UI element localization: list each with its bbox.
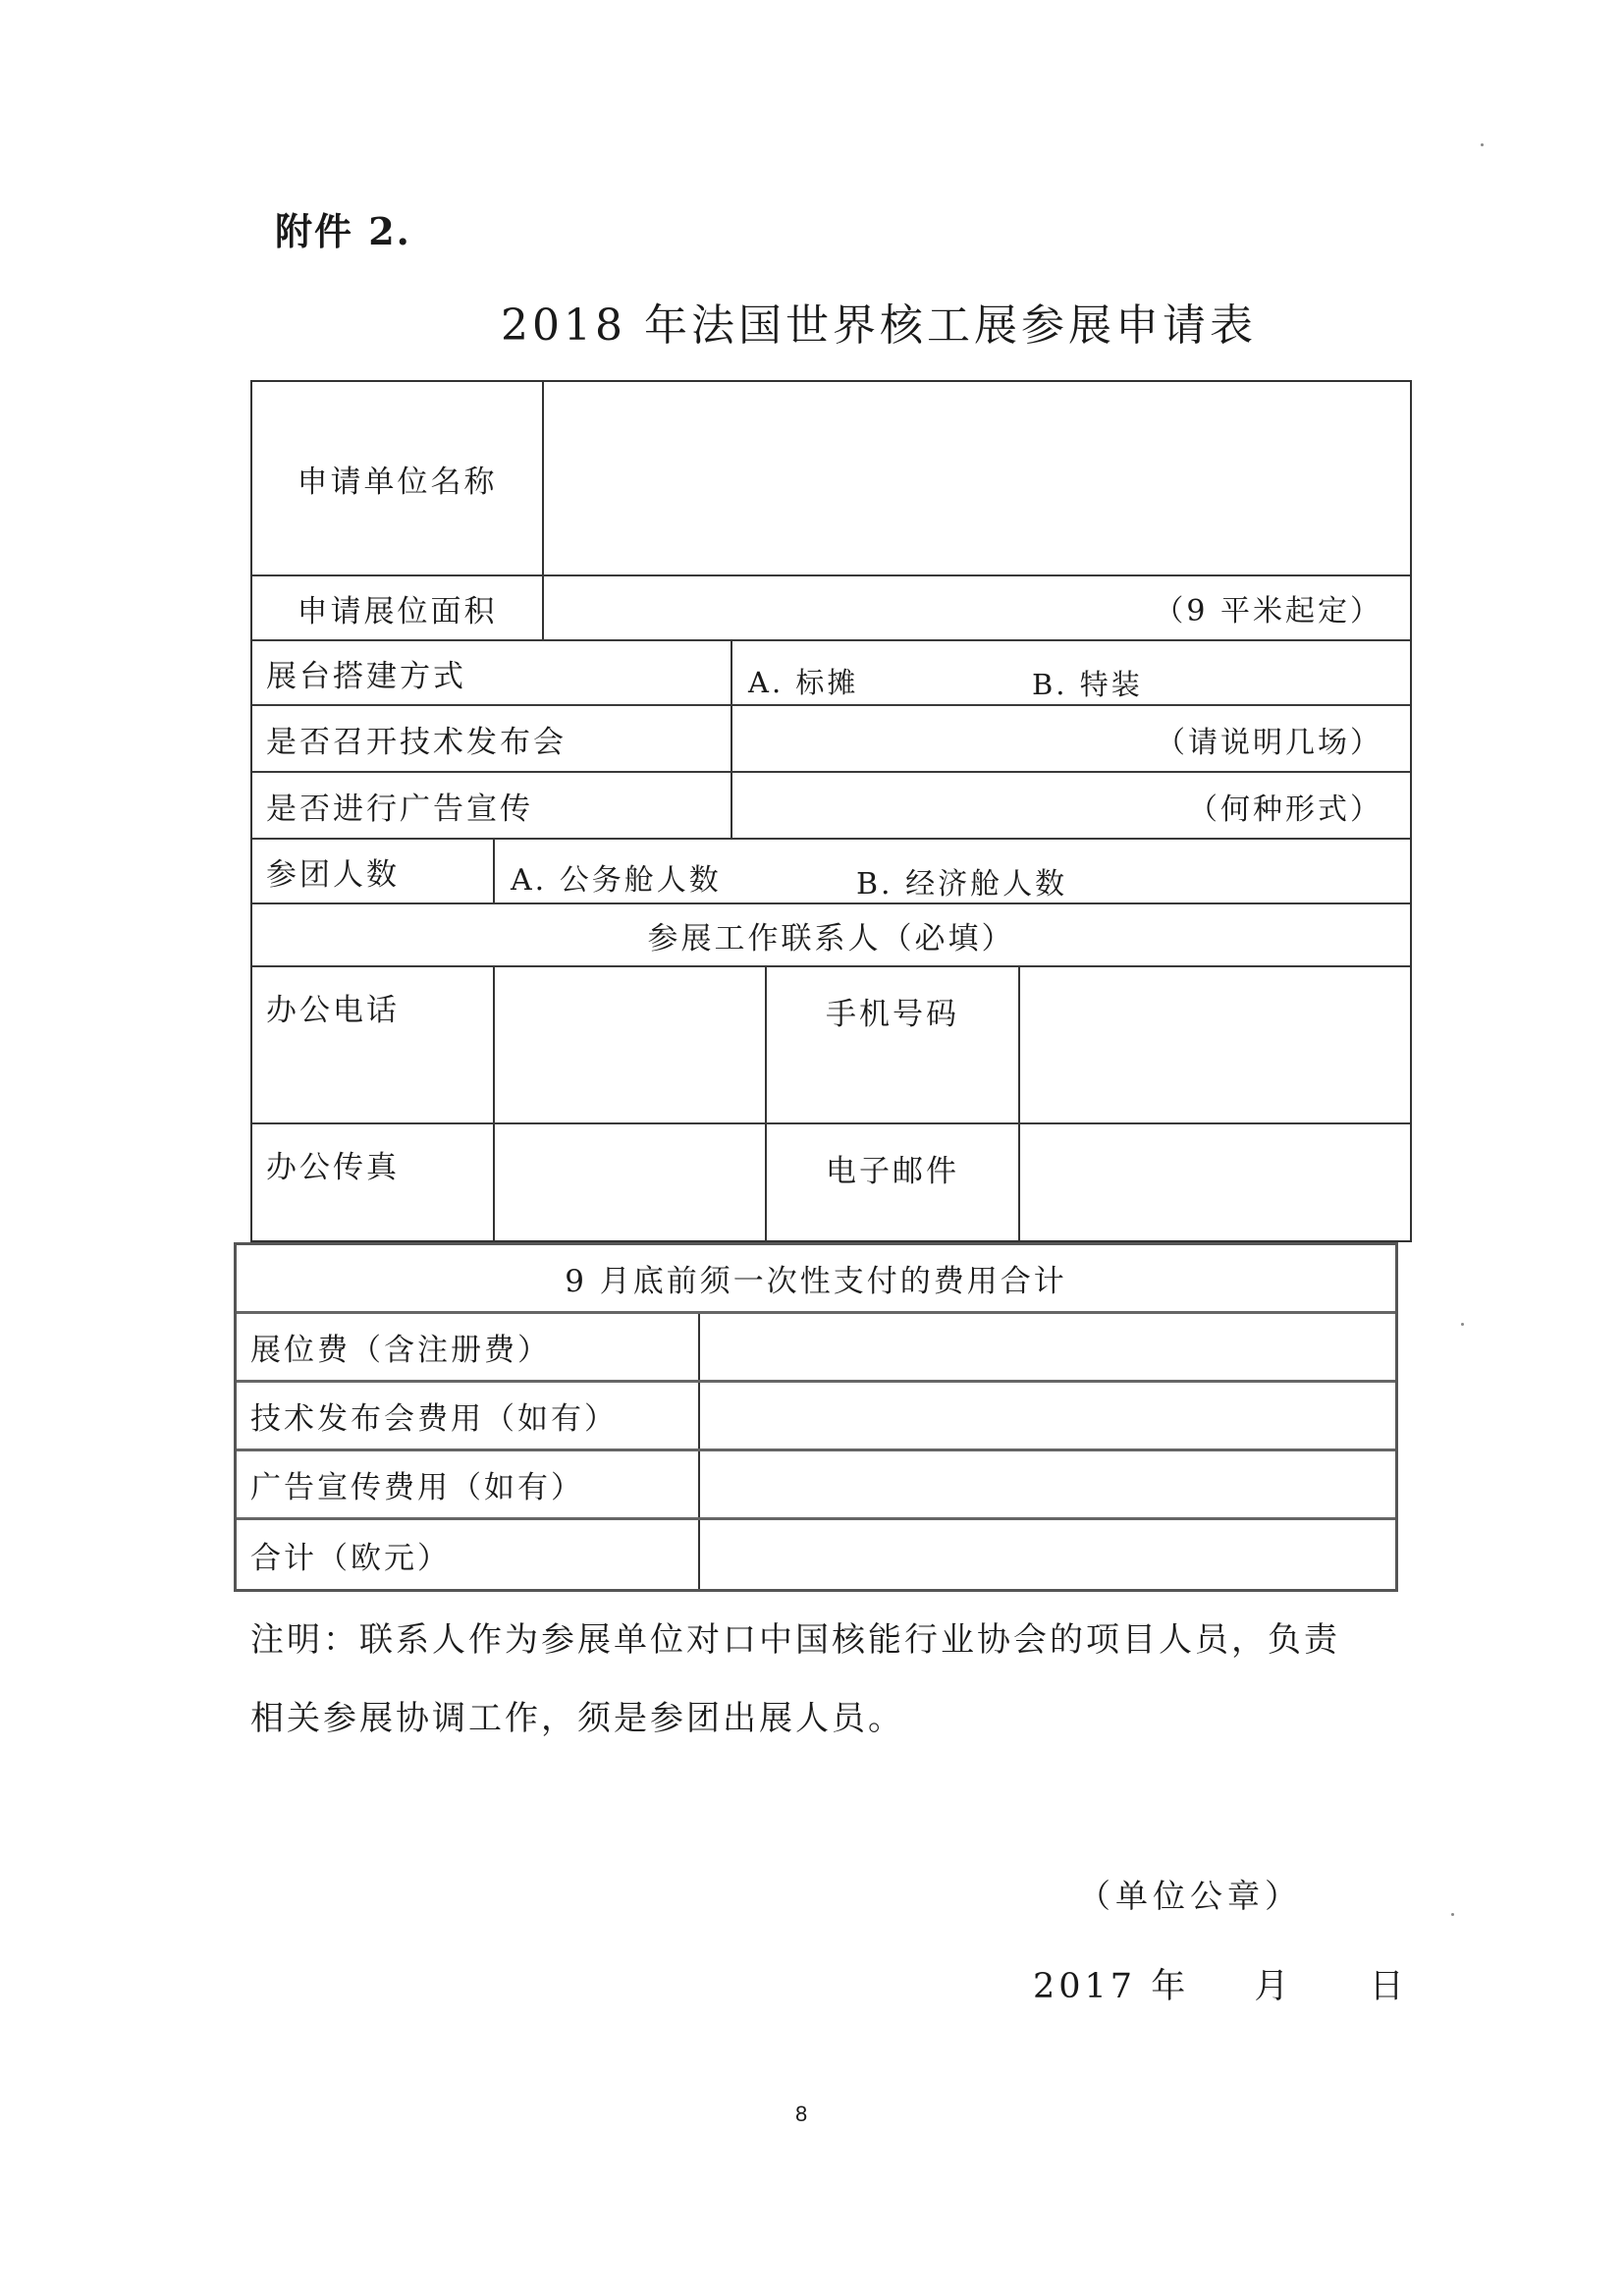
page-title: 2018 年法国世界核工展参展申请表: [501, 301, 1257, 351]
note-line-2: 相关参展协调工作，须是参团出展人员。: [250, 1699, 904, 1738]
email-label: 电子邮件: [826, 1154, 959, 1189]
application-table: [250, 380, 1412, 1242]
scan-speck: [1461, 1323, 1464, 1326]
row-tech-conference: [252, 706, 1410, 773]
fees-header-row: [237, 1245, 1395, 1314]
email-field[interactable]: [1018, 1124, 1410, 1242]
applicant-name-label: 申请单位名称: [297, 464, 498, 500]
mobile-field[interactable]: [1018, 967, 1410, 1122]
date-day: 日: [1369, 1967, 1408, 2006]
fee-value-field[interactable]: [698, 1451, 1395, 1517]
booth-area-label: 申请展位面积: [297, 593, 498, 629]
fee-label: 技术发布会费用（如有）: [250, 1401, 618, 1437]
tech-conference-field[interactable]: [731, 706, 1410, 771]
fee-row-total: [237, 1520, 1395, 1589]
fees-table: [234, 1242, 1398, 1592]
fee-value-field[interactable]: [698, 1383, 1395, 1449]
fee-row: [237, 1451, 1395, 1520]
tech-conference-hint: （请说明几场）: [1156, 726, 1382, 760]
row-fax-email: [252, 1124, 1410, 1242]
fee-total-field[interactable]: [698, 1520, 1395, 1589]
fee-total-label: 合计（欧元）: [250, 1540, 451, 1576]
row-phone-mobile: [252, 967, 1410, 1124]
applicant-name-field[interactable]: [542, 382, 1410, 574]
office-phone-field[interactable]: [493, 967, 765, 1122]
seal-label: （单位公章）: [1078, 1877, 1302, 1915]
office-fax-label: 办公传真: [266, 1150, 400, 1185]
note-line-1: 注明：联系人作为参展单位对口中国核能行业协会的项目人员，负责: [250, 1620, 1340, 1660]
office-phone-label: 办公电话: [266, 993, 400, 1028]
advertising-field[interactable]: [731, 773, 1410, 838]
row-contact-header: [252, 904, 1410, 967]
advertising-label: 是否进行广告宣传: [266, 791, 533, 827]
economy-class-count[interactable]: B. 经济舱人数: [856, 867, 1068, 902]
row-applicant-name: [252, 382, 1410, 576]
row-booth-area: [252, 576, 1410, 641]
scan-speck: [1481, 143, 1484, 146]
booth-area-field[interactable]: [542, 576, 1410, 639]
business-class-count[interactable]: A. 公务舱人数: [511, 863, 722, 898]
fee-row: [237, 1314, 1395, 1383]
scan-speck: [1451, 1913, 1454, 1916]
row-booth-build: [252, 641, 1410, 706]
fee-label: 广告宣传费用（如有）: [250, 1470, 584, 1505]
date-month: 月: [1254, 1967, 1293, 2006]
delegation-size-label: 参团人数: [266, 856, 400, 893]
mobile-label: 手机号码: [826, 997, 959, 1032]
date-line: [1033, 1959, 1408, 2008]
page-number: 8: [795, 2102, 808, 2126]
booth-build-option-b[interactable]: B. 特装: [1032, 668, 1143, 701]
attachment-label: 附件 2.: [275, 209, 411, 253]
office-fax-field[interactable]: [493, 1124, 765, 1242]
contact-section-header: 参展工作联系人（必填）: [647, 920, 1015, 957]
row-advertising: [252, 773, 1410, 840]
fees-section-header: 9 月底前须一次性支付的费用合计: [565, 1264, 1067, 1299]
fee-row: [237, 1383, 1395, 1451]
advertising-hint: （何种形式）: [1188, 793, 1382, 827]
booth-build-label: 展台搭建方式: [266, 658, 466, 694]
row-delegation-size: [252, 840, 1410, 904]
booth-area-hint: （9 平米起定）: [1154, 594, 1382, 629]
fee-value-field[interactable]: [698, 1314, 1395, 1380]
tech-conference-label: 是否召开技术发布会: [266, 724, 567, 760]
fee-label: 展位费（含注册费）: [250, 1333, 551, 1368]
date-year: 2017 年: [1033, 1967, 1190, 2006]
booth-build-option-a[interactable]: A. 标摊: [748, 666, 859, 699]
